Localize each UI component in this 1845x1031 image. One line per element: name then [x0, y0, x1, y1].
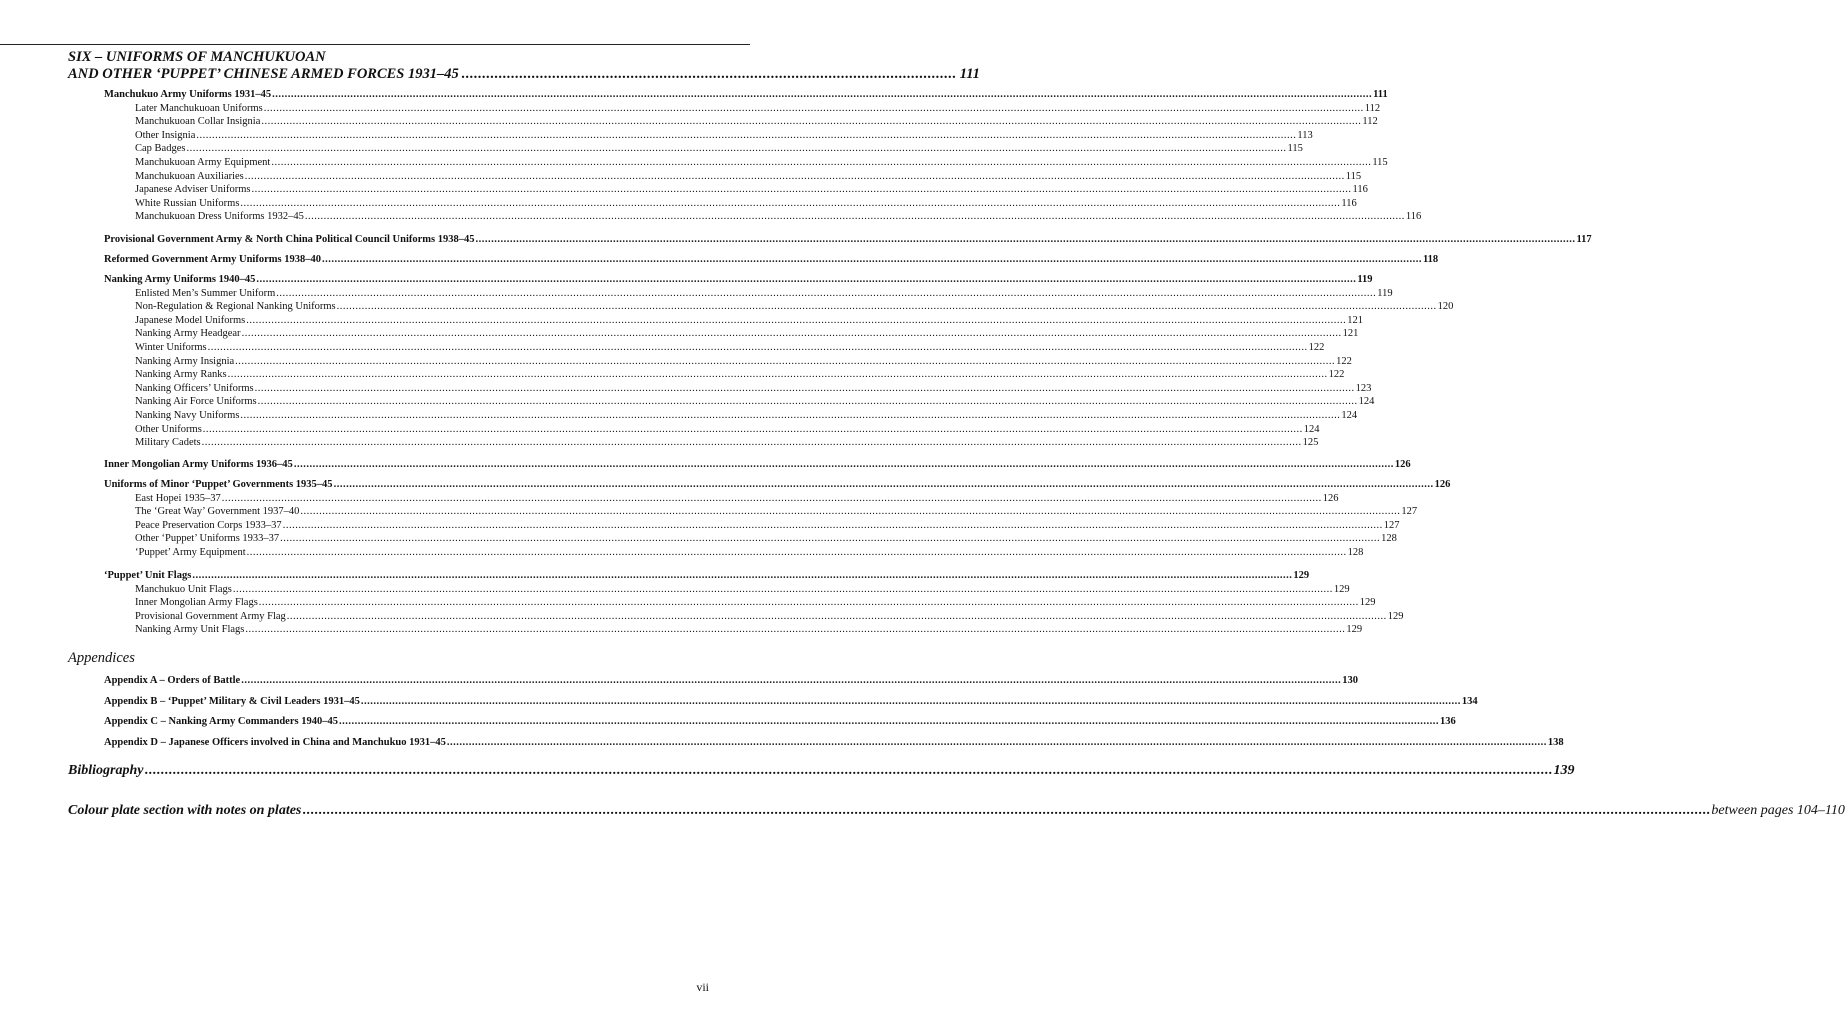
subsection-entry-title: Winter Uniforms [135, 342, 207, 353]
subsection-entry-title: Other Insignia [135, 129, 196, 141]
appendix-entry-title: Appendix D – Japanese Officers involved in China and Manchukuo 1931–45 [104, 737, 446, 748]
appendix-entry-page: 130 [1342, 675, 1358, 686]
dot-leader [208, 342, 1308, 353]
dot-leader [240, 198, 1340, 209]
dot-leader [235, 356, 1335, 367]
subsection-entry-title: Nanking Officers’ Uniforms [135, 382, 254, 394]
dot-leader [203, 424, 1303, 435]
subsection-entry-page: 116 [1352, 184, 1368, 196]
subsection-entry-page: 112 [1362, 116, 1378, 128]
subsection-entry-page: 124 [1358, 396, 1375, 408]
dot-leader [228, 369, 1328, 380]
subsection-entry [135, 211, 1422, 223]
subsection-entry-title: Nanking Air Force Uniforms [135, 396, 257, 408]
subsection-entry-title: Japanese Adviser Uniforms [135, 184, 251, 196]
subsection-entry-title: Military Cadets [135, 437, 201, 449]
subsection-entry-title: ‘Puppet’ Army Equipment [135, 547, 246, 558]
dot-leader [246, 315, 1346, 326]
section-entry-page: 126 [1394, 459, 1411, 470]
colour-plates-entry-page: between pages 104–110 [1711, 803, 1845, 818]
dot-leader [300, 506, 1400, 517]
bibliography-entry [68, 763, 1575, 779]
section-entry-title: Reformed Government Army Uniforms 1938–40 [104, 254, 321, 265]
subsection-entry-title: Other ‘Puppet’ Uniforms 1933–37 [135, 533, 280, 545]
subsection-entry [135, 533, 1397, 545]
dot-leader [272, 89, 1372, 100]
dot-leader [302, 803, 1710, 819]
subsection-entry-title: Other Uniforms [135, 423, 202, 435]
subsection-entry-title: Cap Badges [135, 143, 186, 155]
subsection-entry [135, 129, 1313, 141]
subsection-entry [135, 597, 1376, 609]
dot-leader [202, 437, 1302, 448]
subsection-entry-page: 122 [1336, 355, 1352, 367]
subsection-entry [135, 506, 1418, 518]
dot-leader [339, 716, 1439, 727]
dot-leader [271, 157, 1371, 168]
subsection-entry-page: 122 [1308, 342, 1325, 353]
subsection-entry [135, 287, 1393, 299]
subsection-entry-title: Non-Regulation & Regional Nanking Uniforms [135, 301, 336, 313]
subsection-entry [135, 342, 1325, 353]
subsection-entry-title: Enlisted Men’s Summer Uniform [135, 287, 276, 299]
section-entry-title: Manchukuo Army Uniforms 1931–45 [104, 89, 272, 100]
section-entry [104, 234, 1592, 245]
section-entry [104, 570, 1310, 581]
subsection-entry [135, 184, 1368, 196]
subsection-entry-page: 124 [1341, 410, 1358, 421]
dot-leader [242, 328, 1342, 339]
subsection-entry-title: Nanking Army Ranks [135, 369, 227, 381]
appendix-entry-page: 138 [1547, 737, 1564, 748]
subsection-entry-page: 128 [1381, 533, 1397, 545]
subsection-entry-title: Manchukuo Unit Flags [135, 583, 232, 595]
colour-plates-entry-title: Colour plate section with notes on plates [68, 803, 302, 818]
subsection-entry-page: 127 [1383, 519, 1400, 531]
chapter-title-line1: SIX – UNIFORMS OF MANCHUKUOAN [68, 49, 326, 65]
subsection-entry-page: 126 [1322, 492, 1339, 504]
subsection-entry [135, 369, 1345, 381]
dot-leader [447, 737, 1547, 748]
subsection-entry-title: Nanking Army Insignia [135, 355, 235, 367]
dot-leader [196, 130, 1296, 141]
section-entry [104, 254, 1439, 265]
subsection-entry-title: Provisional Government Army Flag [135, 610, 286, 622]
subsection-entry [135, 423, 1320, 435]
dot-leader [276, 288, 1376, 299]
subsection-entry-page: 122 [1328, 369, 1345, 381]
subsection-entry-page: 112 [1364, 102, 1381, 114]
subsection-entry [135, 624, 1363, 636]
subsection-entry-title: Nanking Army Headgear [135, 328, 241, 340]
subsection-entry [135, 547, 1364, 558]
dot-leader [261, 116, 1361, 127]
dot-leader [256, 274, 1356, 285]
subsection-entry [135, 410, 1358, 421]
subsection-entry-title: Japanese Model Uniforms [135, 314, 246, 326]
dot-leader [259, 597, 1359, 608]
subsection-entry-page: 129 [1333, 583, 1350, 595]
dot-leader [222, 493, 1322, 504]
subsection-entry-page: 121 [1342, 328, 1359, 340]
appendix-entry-page: 134 [1461, 696, 1478, 707]
top-rule [0, 44, 750, 45]
subsection-entry [135, 197, 1357, 209]
subsection-entry-page: 125 [1302, 437, 1319, 449]
colour-plates-entry [68, 803, 1845, 819]
dot-leader [294, 459, 1394, 470]
section-entry-page: 119 [1357, 274, 1373, 285]
subsection-entry-title: Manchukuoan Dress Uniforms 1932–45 [135, 211, 304, 223]
page-number: vii [696, 980, 709, 994]
subsection-entry-title: Manchukuoan Army Equipment [135, 157, 271, 168]
subsection-entry-page: 124 [1303, 423, 1320, 435]
subsection-entry-page: 129 [1387, 610, 1404, 622]
dot-leader [334, 479, 1434, 490]
bibliography-entry-title: Bibliography [68, 763, 144, 778]
subsection-entry-page: 120 [1437, 301, 1454, 313]
chapter-page: 111 [959, 66, 980, 82]
appendix-entry [104, 675, 1358, 686]
section-entry-title: Inner Mongolian Army Uniforms 1936–45 [104, 459, 293, 470]
subsection-entry-page: 127 [1401, 506, 1418, 518]
dot-leader [192, 570, 1292, 581]
appendix-entry-title: Appendix A – Orders of Battle [104, 675, 241, 686]
subsection-entry [135, 396, 1375, 408]
subsection-entry-title: Nanking Army Unit Flags [135, 624, 245, 636]
section-entry-title: ‘Puppet’ Unit Flags [104, 570, 192, 581]
subsection-entry-page: 115 [1287, 143, 1303, 155]
appendix-entry [104, 737, 1564, 748]
dot-leader [283, 520, 1383, 531]
dot-leader [144, 763, 1552, 779]
subsection-entry [135, 583, 1350, 595]
subsection-entry-page: 115 [1345, 170, 1362, 182]
subsection-entry [135, 382, 1372, 394]
section-entry-page: 111 [1373, 89, 1388, 100]
subsection-entry-title: The ‘Great Way’ Government 1937–40 [135, 506, 300, 518]
subsection-entry-page: 116 [1405, 211, 1422, 223]
subsection-entry-page: 123 [1355, 382, 1372, 394]
dot-leader [287, 611, 1387, 622]
section-entry-page: 117 [1576, 234, 1592, 245]
dot-leader [361, 696, 1461, 707]
section-entry-page: 129 [1293, 570, 1310, 581]
subsection-entry [135, 355, 1352, 367]
subsection-entry [135, 301, 1454, 313]
subsection-entry-page: 129 [1359, 597, 1376, 609]
subsection-entry-title: East Hopei 1935–37 [135, 492, 221, 504]
subsection-entry-page: 128 [1347, 547, 1364, 558]
subsection-entry-page: 115 [1372, 157, 1388, 168]
dot-leader [255, 383, 1355, 394]
dot-leader [233, 584, 1333, 595]
chapter-leader: ........................................................................................................................ [461, 66, 957, 82]
subsection-entry-page: 116 [1341, 197, 1357, 209]
dot-leader [251, 184, 1351, 195]
subsection-entry-title: Peace Preservation Corps 1933–37 [135, 519, 282, 531]
subsection-entry-title: White Russian Uniforms [135, 197, 240, 209]
subsection-entry-page: 129 [1346, 624, 1363, 636]
section-entry [104, 459, 1411, 470]
subsection-entry-page: 119 [1377, 287, 1393, 299]
subsection-entry [135, 328, 1359, 340]
subsection-entry [135, 143, 1303, 155]
appendix-entry-page: 136 [1439, 716, 1456, 727]
chapter-number: SIX [68, 49, 92, 65]
dot-leader [305, 211, 1405, 222]
dot-leader [322, 254, 1422, 265]
subsection-entry [135, 610, 1404, 622]
bibliography-entry-page: 139 [1553, 763, 1575, 778]
dot-leader [240, 410, 1340, 421]
section-entry-title: Provisional Government Army & North China Political Council Uniforms 1938–45 [104, 234, 475, 245]
subsection-entry [135, 116, 1378, 128]
dot-leader [280, 533, 1380, 544]
dot-leader [264, 103, 1364, 114]
subsection-entry [135, 157, 1388, 168]
chapter-heading [68, 49, 980, 83]
dot-leader [245, 624, 1345, 635]
subsection-entry-title: Later Manchukuoan Uniforms [135, 102, 263, 114]
subsection-entry [135, 437, 1319, 449]
subsection-entry [135, 102, 1381, 114]
section-entry [104, 479, 1451, 490]
subsection-entry [135, 519, 1400, 531]
dot-leader [186, 143, 1286, 154]
section-entry-page: 118 [1422, 254, 1439, 265]
section-entry-page: 126 [1434, 479, 1451, 490]
dot-leader [247, 547, 1347, 558]
subsection-entry [135, 170, 1362, 182]
appendix-entry [104, 696, 1478, 707]
section-entry-title: Uniforms of Minor ‘Puppet’ Governments 1935–45 [104, 479, 333, 490]
subsection-entry-page: 113 [1297, 129, 1313, 141]
subsection-entry-title: Manchukuoan Auxiliaries [135, 170, 244, 182]
dot-leader [337, 301, 1437, 312]
section-entry [104, 274, 1373, 285]
appendix-entry-title: Appendix C – Nanking Army Commanders 1940–45 [104, 716, 338, 727]
chapter-title-line2: AND OTHER ‘PUPPET’ CHINESE ARMED FORCES 1931–45 ........................................................................................................................ 111 [68, 66, 980, 82]
section-entry-title: Nanking Army Uniforms 1940–45 [104, 274, 256, 285]
section-entry [104, 89, 1388, 100]
subsection-entry-page: 121 [1347, 314, 1363, 326]
dot-leader [258, 396, 1358, 407]
subsection-entry-title: Manchukuoan Collar Insignia [135, 116, 261, 128]
dot-leader [241, 675, 1341, 686]
appendix-entry [104, 716, 1456, 727]
dot-leader [245, 171, 1345, 182]
subsection-entry-title: Nanking Navy Uniforms [135, 410, 240, 421]
dot-leader [476, 234, 1576, 245]
subsection-entry-title: Inner Mongolian Army Flags [135, 597, 258, 609]
subsection-entry [135, 492, 1339, 504]
subsection-entry [135, 314, 1363, 326]
appendices-heading: Appendices [68, 650, 135, 666]
appendix-entry-title: Appendix B – ‘Puppet’ Military & Civil Leaders 1931–45 [104, 696, 360, 707]
